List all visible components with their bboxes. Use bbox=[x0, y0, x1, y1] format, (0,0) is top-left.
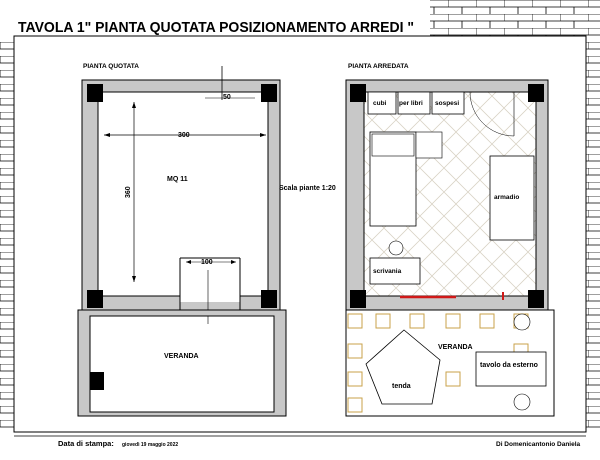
pillar bbox=[87, 84, 103, 102]
room-area: MQ 11 bbox=[167, 176, 188, 183]
label-tenda: tenda bbox=[392, 383, 411, 390]
outdoor-table bbox=[476, 352, 546, 386]
pillar bbox=[87, 290, 103, 308]
label-cubi: cubi bbox=[373, 100, 387, 107]
scale-label: Scala piante 1:20 bbox=[279, 185, 336, 192]
pillar bbox=[528, 84, 544, 102]
pillar bbox=[350, 290, 366, 308]
chair bbox=[389, 241, 403, 255]
left-veranda-label: VERANDA bbox=[164, 353, 199, 360]
label-per-libri: per libri bbox=[399, 100, 423, 107]
label-scrivania: scrivania bbox=[373, 268, 402, 275]
left-plan-label: PIANTA QUOTATA bbox=[83, 63, 139, 70]
pillar bbox=[528, 290, 544, 308]
right-plan bbox=[346, 63, 554, 416]
date-label: Data di stampa: bbox=[58, 439, 114, 448]
right-veranda-label: VERANDA bbox=[438, 344, 473, 351]
nightstand bbox=[416, 132, 442, 158]
dim-niche: 50 bbox=[223, 94, 231, 101]
label-armadio: armadio bbox=[494, 194, 520, 201]
sheet-title: TAVOLA 1" PIANTA QUOTATA POSIZIONAMENTO ARREDI " bbox=[18, 19, 414, 36]
dim-opening: 100 bbox=[201, 259, 213, 266]
dim-width: 300 bbox=[178, 132, 190, 139]
date-value: giovedì 19 maggio 2022 bbox=[122, 442, 179, 448]
label-sospesi: sospesi bbox=[435, 100, 460, 107]
right-plan-label: PIANTA ARREDATA bbox=[348, 63, 409, 70]
pillar bbox=[350, 84, 366, 102]
pillar bbox=[261, 84, 277, 102]
pillar bbox=[261, 290, 277, 308]
label-tavolo: tavolo da esterno bbox=[480, 362, 538, 369]
dim-height: 360 bbox=[125, 186, 132, 198]
author-label: Di Domenicantonio Daniela bbox=[496, 441, 581, 448]
